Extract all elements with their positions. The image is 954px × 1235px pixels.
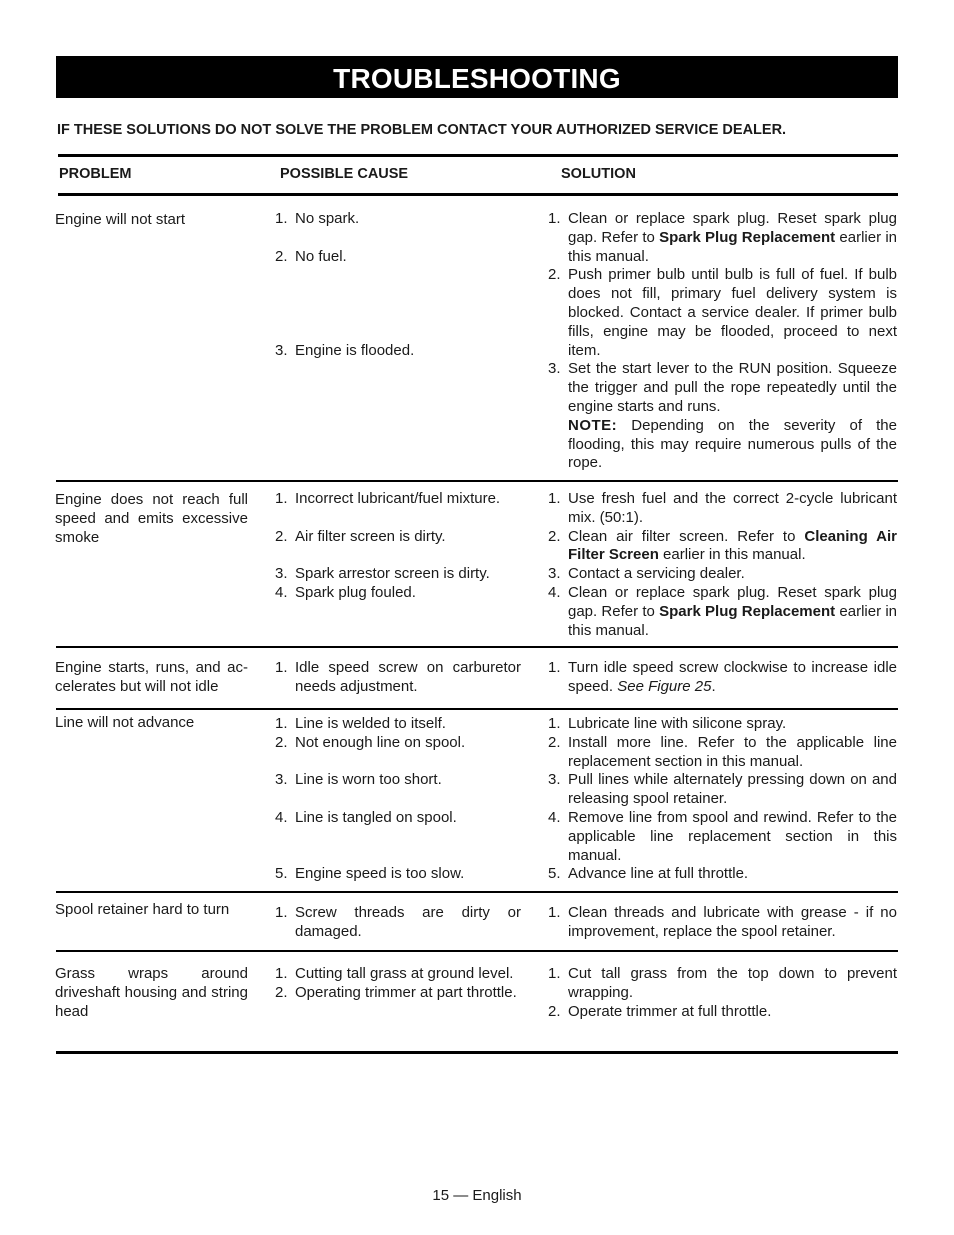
- header-solution: SOLUTION: [561, 166, 636, 182]
- cause-item: 1. Line is welded to itself.: [275, 715, 446, 732]
- row-divider: [56, 480, 898, 482]
- solution-item: 4. Clean or replace spark plug. Reset spark plug gap. Refer to Spark Plug Replacement earlier in this manual.: [548, 583, 897, 639]
- causes-row-2: [275, 490, 521, 603]
- solutions-row-2: [548, 490, 897, 640]
- cause-item: 1. Cutting tall grass at ground level.: [275, 965, 514, 982]
- problem-engine-will-not-start: Engine will not start: [55, 211, 186, 228]
- solution-item: 1. Lubricate line with silicone spray.: [548, 715, 787, 732]
- solutions-row-3: [548, 659, 897, 697]
- cause-item: 1. Idle speed screw on carburetor needs adjustment.: [275, 659, 521, 695]
- solution-item: 1. Turn idle speed screw clockwise to increase idle speed. See Figure 25.: [548, 659, 897, 695]
- page-footer: 15 — English: [432, 1187, 522, 1204]
- solution-item: 3. Set the start lever to the RUN position. Squeeze the trigger and pull the rope repeatedly until the engine starts and runs. NOTE: Depending on the severity of the flooding, this may require numerous pulls of the rope.: [548, 360, 897, 472]
- cause-item: 2. Not enough line on spool.: [275, 733, 466, 751]
- cause-item: 4. Line is tangled on spool.: [275, 808, 457, 826]
- page-title: TROUBLESHOOTING: [56, 56, 898, 98]
- solutions-row-5: [548, 904, 897, 942]
- solution-item: 5. Advance line at full throttle.: [548, 865, 749, 883]
- solution-item: 2. Operate trimmer at full throttle.: [548, 1002, 772, 1020]
- causes-row-1: [275, 210, 521, 360]
- cause-item: 1. Screw threads are dirty or damaged.: [275, 904, 521, 940]
- cause-item: 2. Air filter screen is dirty.: [275, 527, 446, 545]
- header-problem: PROBLEM: [59, 166, 132, 182]
- causes-row-6: [275, 965, 521, 1003]
- cause-item: 3. Line is worn too short.: [275, 771, 442, 789]
- solution-item: 1. Use fresh fuel and the correct 2-cycle lubricant mix. (50:1).: [548, 490, 897, 526]
- header-rule: [58, 193, 898, 196]
- service-notice: IF THESE SOLUTIONS DO NOT SOLVE THE PROBLEM CONTACT YOUR AUTHORIZED SERVICE DEALER.: [57, 122, 787, 138]
- solution-item: 1. Clean threads and lubricate with grease - if no improvement, replace the spool retainer.: [548, 904, 897, 940]
- row-divider: [56, 950, 898, 952]
- causes-row-4: [275, 715, 521, 884]
- solution-item: 2. Push primer bulb until bulb is full of fuel. If bulb does not fill, primary fuel delivery system is blocked. Contact a service dealer. If primer bulb fills, engine may be flooded, proceed to next item.: [548, 266, 897, 359]
- solution-item: 3. Pull lines while alternately pressing down on and releasing spool retainer.: [548, 771, 897, 808]
- solution-item: 2. Clean air filter screen. Refer to Cleaning Air Filter Screen earlier in this manual.: [548, 527, 897, 564]
- problem-grass-wraps: Grass wraps around driveshaft housing and string head: [55, 965, 248, 1020]
- cause-item: 3. Spark arrestor screen is dirty.: [275, 565, 490, 583]
- problem-line-will-not-advance: Line will not advance: [55, 714, 195, 731]
- problem-will-not-idle: Engine starts, runs, and ac-celerates but will not idle: [55, 659, 248, 695]
- causes-row-3: [275, 659, 521, 697]
- cause-item: 5. Engine speed is too slow.: [275, 865, 465, 883]
- cause-item: 3. Engine is flooded.: [275, 341, 415, 359]
- causes-row-5: [275, 904, 521, 942]
- solutions-row-4: [548, 715, 897, 884]
- cause-item: 2. No fuel.: [275, 247, 347, 265]
- table-top-rule: [58, 154, 898, 157]
- row-divider: [56, 708, 898, 710]
- header-cause: POSSIBLE CAUSE: [280, 166, 409, 182]
- cause-item: 4. Spark plug fouled.: [275, 583, 416, 601]
- solution-item: 1. Clean or replace spark plug. Reset spark plug gap. Refer to Spark Plug Replacement earlier in this manual.: [548, 210, 897, 265]
- row-divider: [56, 646, 898, 648]
- cause-item: 1. Incorrect lubricant/fuel mixture.: [275, 490, 501, 507]
- table-bottom-rule: [56, 1051, 898, 1054]
- solution-item: 3. Contact a servicing dealer.: [548, 565, 745, 583]
- solution-item: 1. Cut tall grass from the top down to prevent wrapping.: [548, 965, 897, 1001]
- solution-item: 4. Remove line from spool and rewind. Refer to the applicable line replacement section in this manual.: [548, 808, 897, 864]
- solutions-row-6: [548, 965, 897, 1021]
- solutions-row-1: [548, 210, 897, 473]
- problem-spool-retainer: Spool retainer hard to turn: [55, 901, 230, 918]
- solution-item: 2. Install more line. Refer to the applicable line replacement section in this manual.: [548, 733, 897, 770]
- row-divider: [56, 891, 898, 893]
- cause-item: 1. No spark.: [275, 210, 360, 227]
- cause-item: 2. Operating trimmer at part throttle.: [275, 983, 517, 1001]
- problem-engine-not-full-speed: Engine does not reach full speed and emits excessive smoke: [55, 491, 248, 546]
